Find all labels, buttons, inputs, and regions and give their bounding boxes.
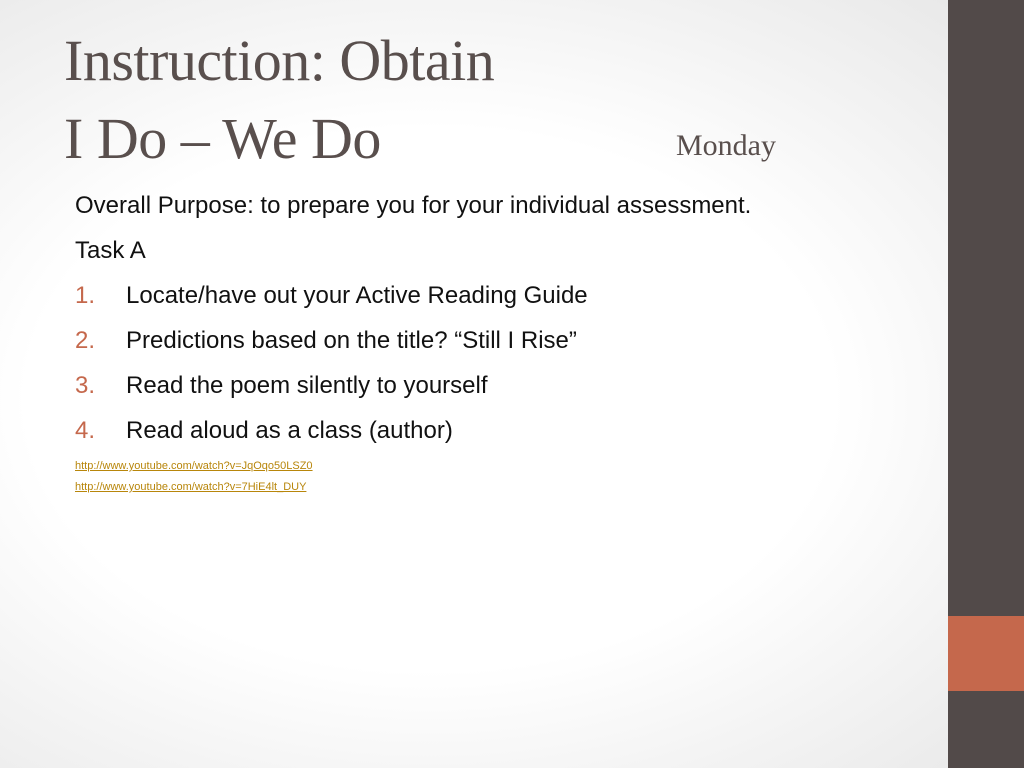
list-number: 1. xyxy=(75,282,96,309)
list-text: Read aloud as a class (author) xyxy=(126,417,453,444)
list-item xyxy=(75,273,751,318)
slide-title xyxy=(64,22,776,178)
video-links xyxy=(75,456,751,498)
youtube-link-1[interactable]: http://www.youtube.com/watch?v=JqOqo50LSZ0 xyxy=(75,460,313,472)
list-text: Predictions based on the title? “Still I Rise” xyxy=(126,327,577,354)
task-label: Task A xyxy=(75,237,146,264)
title-line-1: Instruction: Obtain xyxy=(64,28,495,93)
list-number: 4. xyxy=(75,417,96,444)
list-number: 3. xyxy=(75,372,96,399)
youtube-link-2[interactable]: http://www.youtube.com/watch?v=7HiE4lt_DUY xyxy=(75,481,307,493)
list-item xyxy=(75,318,751,363)
list-item xyxy=(75,408,751,453)
list-item xyxy=(75,363,751,408)
title-day: Monday xyxy=(676,129,776,162)
purpose-text: Overall Purpose: to prepare you for your individual assessment. xyxy=(75,192,752,219)
right-accent-block xyxy=(948,616,1024,691)
list-text: Read the poem silently to yourself xyxy=(126,372,488,399)
list-text: Locate/have out your Active Reading Guide xyxy=(126,282,588,309)
slide-body xyxy=(75,183,751,498)
list-number: 2. xyxy=(75,327,96,354)
title-line-2: I Do – We Do xyxy=(64,106,381,171)
